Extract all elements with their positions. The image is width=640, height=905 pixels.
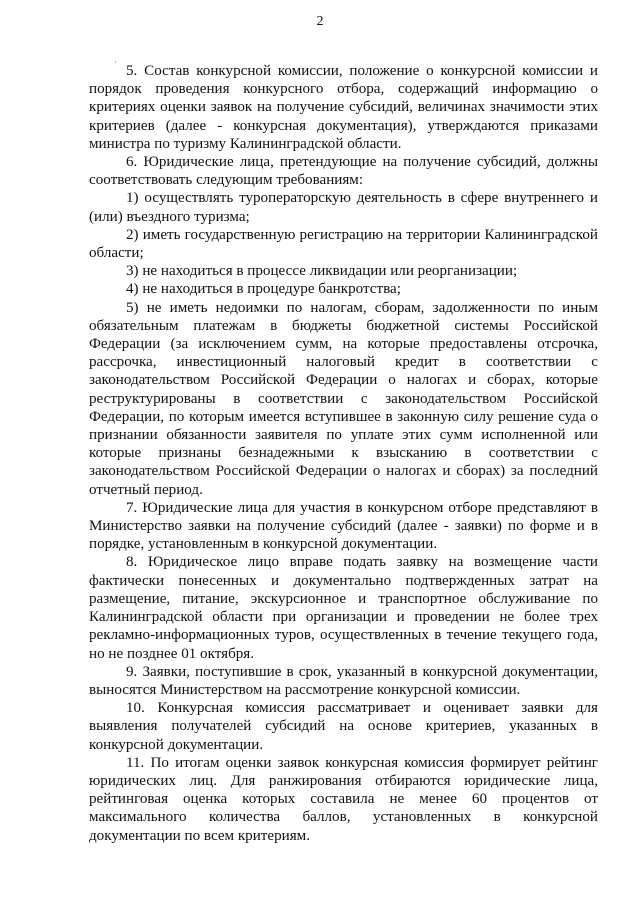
requirement-4: 4) не находиться в процедуре банкротства;: [126, 281, 401, 298]
page-number: 2: [316, 14, 324, 29]
requirement-2: 2) иметь государственную регистрацию на территории Калининградской области;: [89, 226, 598, 262]
paragraph-6: 6. Юридические лица, претендующие на получение субсидий, должны соответствовать следующим требованиям:: [89, 154, 598, 189]
paragraph-8: 8. Юридическое лицо вправе подать заявку на возмещение части фактически понесенных и документально подтвержденных затрат на размещение, питание, экскурсионное и транспортное обслуживание по Калининградской области при организации и проведении не более трех рекламно-информационных туров, осуществленных в течение текущего года, но не позднее 01 октября.: [89, 554, 598, 662]
paragraph-9: 9. Заявки, поступившие в срок, указанный в конкурсной документации, выносятся Министерством на рассмотрение конкурсной комиссии.: [89, 663, 598, 698]
page-mark: ·: [114, 58, 117, 67]
requirement-5: 5) не иметь недоимки по налогам, сборам, задолженности по иным обязательным платежам в бюджеты бюджетной системы Российской Федерации (за исключением сумм, на которые предоставлены отсрочка, рассрочка, инвестиционный налоговый кредит в соответствии с законодательством Российской Федерации о налогах и сборах, которые реструктурированы в соответствии с законодательством Российской Федерации, по которым имеется вступившее в законную силу решение суда о признании обязанности заявителя по уплате этих сумм исполненной или которые признаны безнадежными к взысканию в соответствии с законодательством Российской Федерации о налогах и сборах) за последний отчетный период.: [89, 299, 598, 498]
requirement-1: 1) осуществлять туроператорскую деятельность в сфере внутреннего и (или) въездного туризма;: [89, 190, 598, 225]
paragraph-7: 7. Юридические лица для участия в конкурсном отборе представляют в Министерство заявки на получение субсидий (далее - заявки) по форме и в порядке, установленным в конкурсной документации.: [89, 499, 598, 553]
paragraph-11: 11. По итогам оценки заявок конкурсная комиссия формирует рейтинг юридических лиц. Для ранжирования отбираются юридические лица, рейтинговая оценка которых составила не менее 60 процентов от максимального количества баллов, установленных в конкурсной документации по всем критериям.: [89, 754, 598, 844]
document-body: [89, 62, 598, 845]
paragraph-10: 10. Конкурсная комиссия рассматривает и оценивает заявки для выявления получателей субсидий на основе критериев, указанных в конкурсной документации.: [89, 700, 598, 753]
requirement-3: 3) не находиться в процессе ликвидации или реорганизации;: [126, 263, 518, 280]
paragraph-5: 5. Состав конкурсной комиссии, положение о конкурсной комиссии и порядок проведения конкурсного отбора, содержащий информацию о критериях оценки заявок на получение субсидий, величинах значимости этих критериев (далее - конкурсная документация), утверждаются приказами министра по туризму Калининградской области.: [89, 63, 598, 152]
